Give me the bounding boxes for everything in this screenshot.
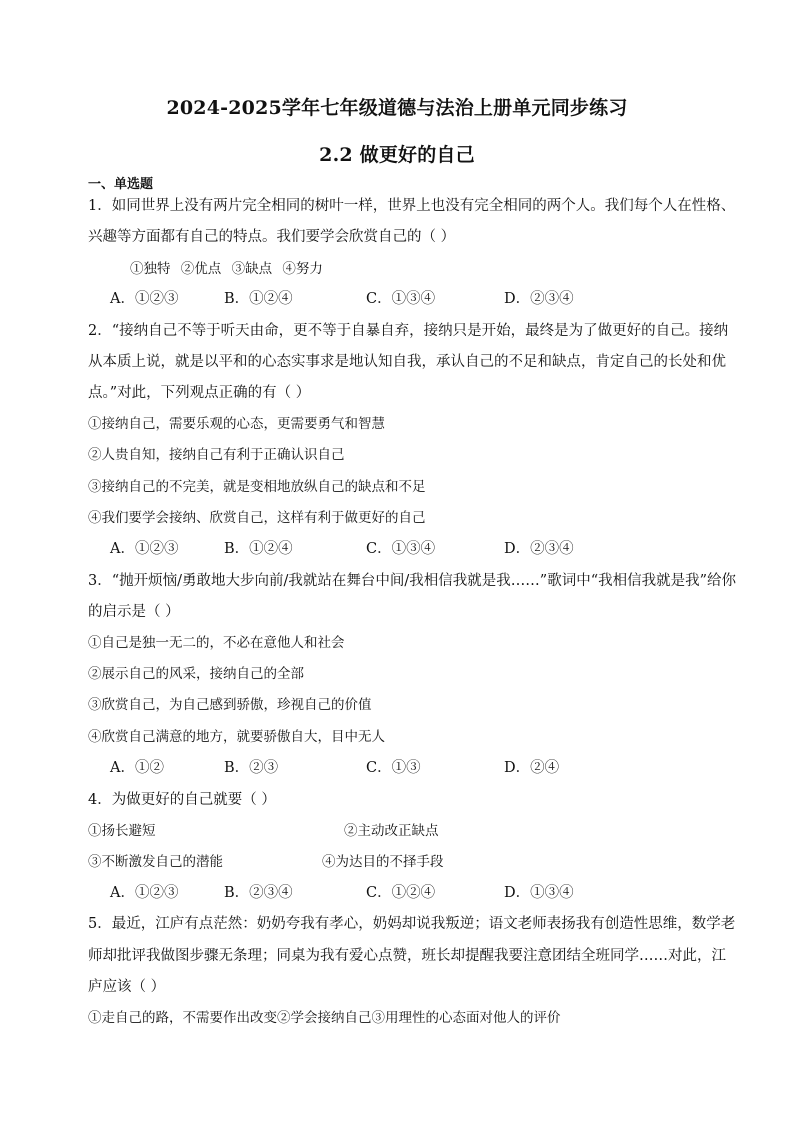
question-3-option-d[interactable]: D．②④ — [504, 760, 560, 776]
question-3-line-2: 的启示是（ ） — [88, 604, 180, 620]
question-3-option-c[interactable]: C．①③ — [366, 760, 421, 776]
question-2-option-d[interactable]: D．②③④ — [504, 541, 574, 557]
question-2-options — [110, 539, 730, 559]
question-3-statement-3: ③欣赏自己，为自己感到骄傲，珍视自己的价值 — [88, 697, 372, 713]
question-3-options — [110, 758, 730, 778]
question-1-option-b[interactable]: B．①②④ — [224, 291, 293, 307]
question-5-line-1: 5．最近，江庐有点茫然：奶奶夸我有孝心，奶妈却说我叛逆；语文老师表扬我有创造性思维，数学老 — [88, 916, 736, 932]
question-4-options — [110, 883, 730, 903]
question-2-option-c[interactable]: C．①③④ — [366, 541, 436, 557]
question-2-option-a[interactable]: A．①②③ — [110, 541, 179, 557]
question-5-line-2: 师却批评我做图步骤无条理；同桌为我有爱心点赞，班长却提醒我要注意团结全班同学……对此，江 — [88, 948, 726, 964]
document-title: 2024-2025学年七年级道德与法治上册单元同步练习 — [166, 97, 628, 119]
question-2-statement-3: ③接纳自己的不完美，就是变相地放纵自己的缺点和不足 — [88, 479, 426, 495]
question-1-line-2: 兴趣等方面都有自己的特点。我们要学会欣赏自己的（ ） — [88, 229, 456, 245]
question-4-statement-2: ②主动改正缺点 — [344, 823, 439, 839]
question-5-statements: ①走自己的路，不需要作出改变②学会接纳自己③用理性的心态面对他人的评价 — [88, 1010, 561, 1026]
question-3-option-a[interactable]: A．①② — [110, 760, 164, 776]
question-2-line-3: 点。”对此，下列观点正确的有（ ） — [88, 385, 311, 401]
question-2-statement-2: ②人贵自知，接纳自己有利于正确认识自己 — [88, 447, 345, 463]
question-3-statement-4: ④欣赏自己满意的地方，就要骄傲自大，目中无人 — [88, 729, 385, 745]
question-4-statement-3: ③不断激发自己的潜能 — [88, 854, 223, 870]
question-4-line-1: 4．为做更好的自己就要（ ） — [88, 792, 276, 808]
question-3-option-b[interactable]: B．②③ — [224, 760, 279, 776]
question-2-line-1: 2．“接纳自己不等于听天由命，更不等于自暴自弃，接纳只是开始，最终是为了做更好的自己。接纳 — [88, 323, 729, 339]
question-1-options — [110, 289, 730, 309]
question-5-line-3: 庐应该（ ） — [88, 979, 166, 995]
question-2-statement-4: ④我们要学会接纳、欣赏自己，这样有利于做更好的自己 — [88, 510, 426, 526]
question-2-statement-1: ①接纳自己，需要乐观的心态，更需要勇气和智慧 — [88, 416, 385, 432]
question-4-option-a[interactable]: A．①②③ — [110, 885, 179, 901]
question-4-option-d[interactable]: D．①③④ — [504, 885, 574, 901]
question-1-option-a[interactable]: A．①②③ — [110, 291, 179, 307]
question-4-option-b[interactable]: B．②③④ — [224, 885, 293, 901]
question-3-statement-2: ②展示自己的风采，接纳自己的全部 — [88, 666, 304, 682]
question-3-statement-1: ①自己是独一无二的，不必在意他人和社会 — [88, 635, 345, 651]
question-4-option-c[interactable]: C．①②④ — [366, 885, 436, 901]
question-4-statement-4: ④为达目的不择手段 — [322, 854, 444, 870]
question-4-statement-1: ①扬长避短 — [88, 823, 156, 839]
section-heading: 一、单选题 — [88, 177, 154, 192]
document-subtitle: 2.2 做更好的自己 — [319, 144, 475, 166]
question-1-line-1: 1．如同世界上没有两片完全相同的树叶一样，世界上也没有完全相同的两个人。我们每个人在性格、 — [88, 198, 736, 214]
question-3-line-1: 3．“抛开烦恼/勇敢地大步向前/我就站在舞台中间/我相信我就是我……”歌词中“我相信我就是我”给你 — [88, 573, 737, 589]
question-1-option-c[interactable]: C．①③④ — [366, 291, 436, 307]
question-1-items: ①独特 ②优点 ③缺点 ④努力 — [130, 261, 323, 277]
question-1-option-d[interactable]: D．②③④ — [504, 291, 574, 307]
question-2-option-b[interactable]: B．①②④ — [224, 541, 293, 557]
question-2-line-2: 从本质上说，就是以平和的心态实事求是地认知自我，承认自己的不足和缺点，肯定自己的长处和优 — [88, 354, 726, 370]
